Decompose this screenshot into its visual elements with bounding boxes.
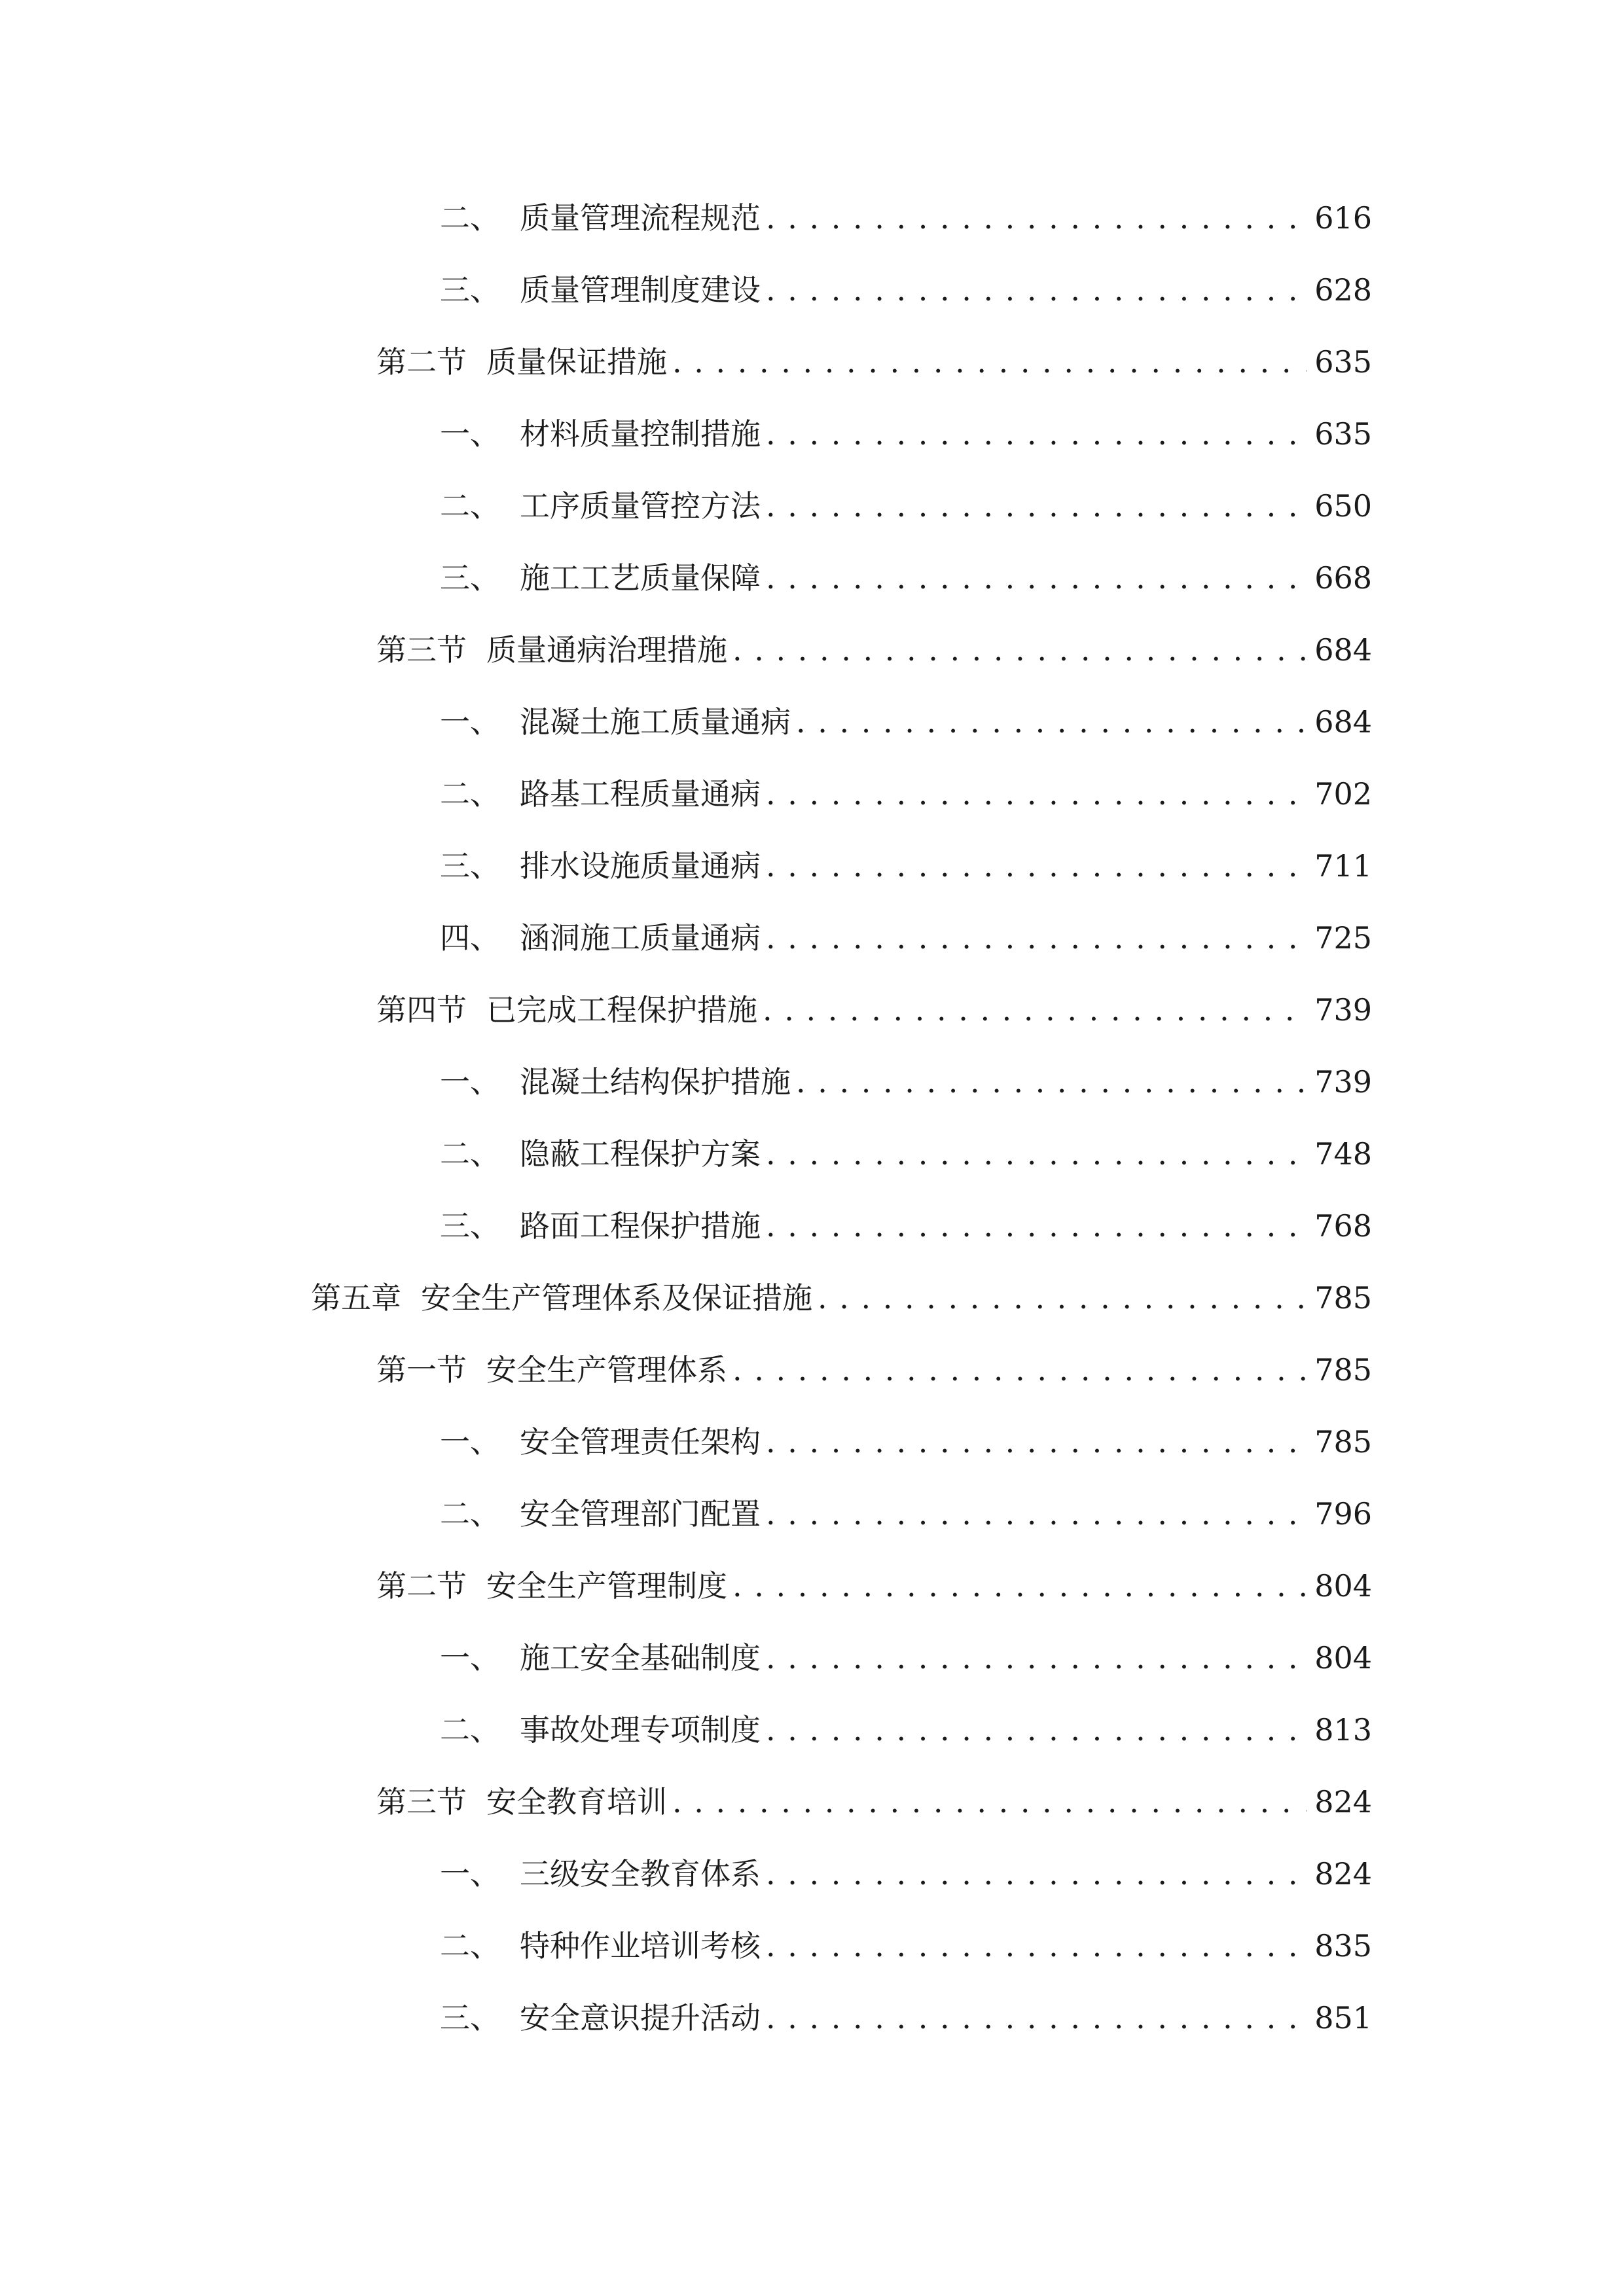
toc-dot-leader (796, 696, 1307, 748)
toc-dot-leader (766, 264, 1307, 316)
toc-section-entry[interactable] (0, 1776, 1624, 1848)
toc-subsection-entry[interactable] (0, 1416, 1624, 1488)
toc-dot-leader (766, 192, 1307, 244)
toc-entry-title: 特种作业培训考核 (520, 1928, 761, 1964)
toc-entry-label: 一、 (440, 1064, 500, 1100)
toc-dot-leader (672, 336, 1307, 388)
toc-entry-title: 质量管理制度建设 (520, 272, 761, 308)
toc-entry-title: 已完成工程保护措施 (486, 992, 757, 1028)
toc-page-number: 711 (1314, 848, 1372, 884)
toc-subsection-entry[interactable] (0, 1992, 1624, 2064)
table-of-contents (0, 192, 1624, 2064)
toc-page-number: 702 (1314, 776, 1372, 812)
toc-entry-label: 四、 (440, 920, 500, 956)
toc-entry-label: 二、 (440, 488, 500, 524)
toc-entry-label: 二、 (440, 1136, 500, 1172)
toc-entry-title: 工序质量管控方法 (520, 488, 761, 524)
toc-entry-label: 一、 (440, 1424, 500, 1460)
toc-dot-leader (766, 1200, 1307, 1252)
toc-entry-label: 一、 (440, 1640, 500, 1676)
toc-entry-title: 事故处理专项制度 (520, 1712, 761, 1748)
toc-subsection-entry[interactable] (0, 1704, 1624, 1776)
toc-entry-label: 二、 (440, 1496, 500, 1532)
toc-entry-label: 第三节 (376, 1784, 467, 1820)
toc-entry-label: 一、 (440, 416, 500, 452)
toc-entry-title: 路基工程质量通病 (520, 776, 761, 812)
toc-entry-title: 材料质量控制措施 (520, 416, 761, 452)
toc-entry-label: 第三节 (376, 632, 467, 668)
toc-entry-label: 第二节 (376, 1568, 467, 1604)
toc-entry-label: 二、 (440, 1712, 500, 1748)
toc-entry-title: 安全管理部门配置 (520, 1496, 761, 1532)
toc-page-number: 785 (1314, 1352, 1372, 1388)
toc-subsection-entry[interactable] (0, 696, 1624, 768)
toc-entry-title: 施工工艺质量保障 (520, 560, 761, 596)
toc-page-number: 684 (1314, 632, 1372, 668)
toc-subsection-entry[interactable] (0, 1056, 1624, 1128)
toc-entry-title: 安全教育培训 (486, 1784, 667, 1820)
toc-page-number: 635 (1314, 344, 1372, 380)
toc-entry-title: 施工安全基础制度 (520, 1640, 761, 1676)
toc-entry-title: 安全管理责任架构 (520, 1424, 761, 1460)
toc-entry-label: 一、 (440, 1856, 500, 1892)
toc-entry-label: 二、 (440, 776, 500, 812)
toc-dot-leader (763, 984, 1307, 1036)
toc-entry-title: 混凝土结构保护措施 (520, 1064, 791, 1100)
toc-dot-leader (766, 1488, 1307, 1540)
toc-entry-title: 隐蔽工程保护方案 (520, 1136, 761, 1172)
toc-page-number: 835 (1314, 1928, 1372, 1964)
toc-dot-leader (766, 1128, 1307, 1180)
toc-entry-label: 三、 (440, 560, 500, 596)
toc-page-number: 785 (1314, 1424, 1372, 1460)
toc-subsection-entry[interactable] (0, 840, 1624, 912)
toc-section-entry[interactable] (0, 336, 1624, 408)
toc-subsection-entry[interactable] (0, 480, 1624, 552)
toc-entry-title: 质量保证措施 (486, 344, 667, 380)
toc-entry-title: 安全生产管理制度 (486, 1568, 727, 1604)
toc-page-number: 650 (1314, 488, 1372, 524)
toc-dot-leader (766, 408, 1307, 460)
toc-chapter-entry[interactable] (0, 1272, 1624, 1344)
toc-dot-leader (732, 624, 1307, 676)
toc-entry-label: 第四节 (376, 992, 467, 1028)
toc-subsection-entry[interactable] (0, 1632, 1624, 1704)
toc-page-number: 768 (1314, 1208, 1372, 1244)
toc-page-number: 804 (1314, 1568, 1372, 1604)
toc-entry-title: 安全意识提升活动 (520, 2000, 761, 2036)
toc-page-number: 616 (1314, 200, 1372, 236)
toc-dot-leader (818, 1272, 1307, 1324)
toc-page-number: 748 (1314, 1136, 1372, 1172)
toc-page-number: 804 (1314, 1640, 1372, 1676)
toc-entry-title: 路面工程保护措施 (520, 1208, 761, 1244)
toc-entry-label: 三、 (440, 1208, 500, 1244)
toc-dot-leader (766, 840, 1307, 892)
toc-entry-title: 排水设施质量通病 (520, 848, 761, 884)
toc-subsection-entry[interactable] (0, 192, 1624, 264)
toc-dot-leader (766, 1632, 1307, 1684)
toc-section-entry[interactable] (0, 624, 1624, 696)
toc-entry-title: 涵洞施工质量通病 (520, 920, 761, 956)
toc-page-number: 851 (1314, 2000, 1372, 2036)
toc-entry-title: 三级安全教育体系 (520, 1856, 761, 1892)
toc-entry-label: 第一节 (376, 1352, 467, 1388)
toc-page-number: 739 (1314, 992, 1372, 1028)
toc-page-number: 824 (1314, 1784, 1372, 1820)
toc-entry-label: 三、 (440, 848, 500, 884)
toc-dot-leader (766, 1704, 1307, 1756)
toc-entry-label: 第五章 (311, 1280, 401, 1316)
toc-entry-title: 混凝土施工质量通病 (520, 704, 791, 740)
toc-dot-leader (766, 768, 1307, 820)
toc-subsection-entry[interactable] (0, 264, 1624, 336)
toc-page-number: 785 (1314, 1280, 1372, 1316)
toc-page-number: 684 (1314, 704, 1372, 740)
toc-section-entry[interactable] (0, 984, 1624, 1056)
toc-page-number: 824 (1314, 1856, 1372, 1892)
toc-entry-label: 三、 (440, 2000, 500, 2036)
toc-entry-title: 质量通病治理措施 (486, 632, 727, 668)
toc-entry-title: 质量管理流程规范 (520, 200, 761, 236)
toc-dot-leader (766, 1992, 1307, 2044)
toc-page-number: 628 (1314, 272, 1372, 308)
toc-entry-title: 安全生产管理体系 (486, 1352, 727, 1388)
toc-page-number: 813 (1314, 1712, 1372, 1748)
toc-subsection-entry[interactable] (0, 1920, 1624, 1992)
toc-dot-leader (766, 1920, 1307, 1972)
toc-entry-label: 第二节 (376, 344, 467, 380)
toc-subsection-entry[interactable] (0, 1128, 1624, 1200)
toc-subsection-entry[interactable] (0, 768, 1624, 840)
toc-page-number: 796 (1314, 1496, 1372, 1532)
toc-subsection-entry[interactable] (0, 408, 1624, 480)
toc-dot-leader (766, 912, 1307, 964)
toc-subsection-entry[interactable] (0, 912, 1624, 984)
toc-subsection-entry[interactable] (0, 552, 1624, 624)
toc-dot-leader (766, 1848, 1307, 1900)
toc-entry-label: 二、 (440, 1928, 500, 1964)
toc-entry-label: 二、 (440, 200, 500, 236)
toc-dot-leader (732, 1344, 1307, 1396)
toc-page-number: 635 (1314, 416, 1372, 452)
toc-subsection-entry[interactable] (0, 1200, 1624, 1272)
toc-dot-leader (796, 1056, 1307, 1108)
toc-subsection-entry[interactable] (0, 1848, 1624, 1920)
toc-section-entry[interactable] (0, 1560, 1624, 1632)
toc-dot-leader (672, 1776, 1307, 1828)
toc-page-number: 668 (1314, 560, 1372, 596)
toc-dot-leader (766, 552, 1307, 604)
toc-dot-leader (766, 1416, 1307, 1468)
toc-dot-leader (732, 1560, 1307, 1612)
toc-section-entry[interactable] (0, 1344, 1624, 1416)
toc-page-number: 739 (1314, 1064, 1372, 1100)
toc-dot-leader (766, 480, 1307, 532)
toc-entry-title: 安全生产管理体系及保证措施 (421, 1280, 812, 1316)
toc-entry-label: 三、 (440, 272, 500, 308)
toc-page-number: 725 (1314, 920, 1372, 956)
toc-entry-label: 一、 (440, 704, 500, 740)
toc-subsection-entry[interactable] (0, 1488, 1624, 1560)
